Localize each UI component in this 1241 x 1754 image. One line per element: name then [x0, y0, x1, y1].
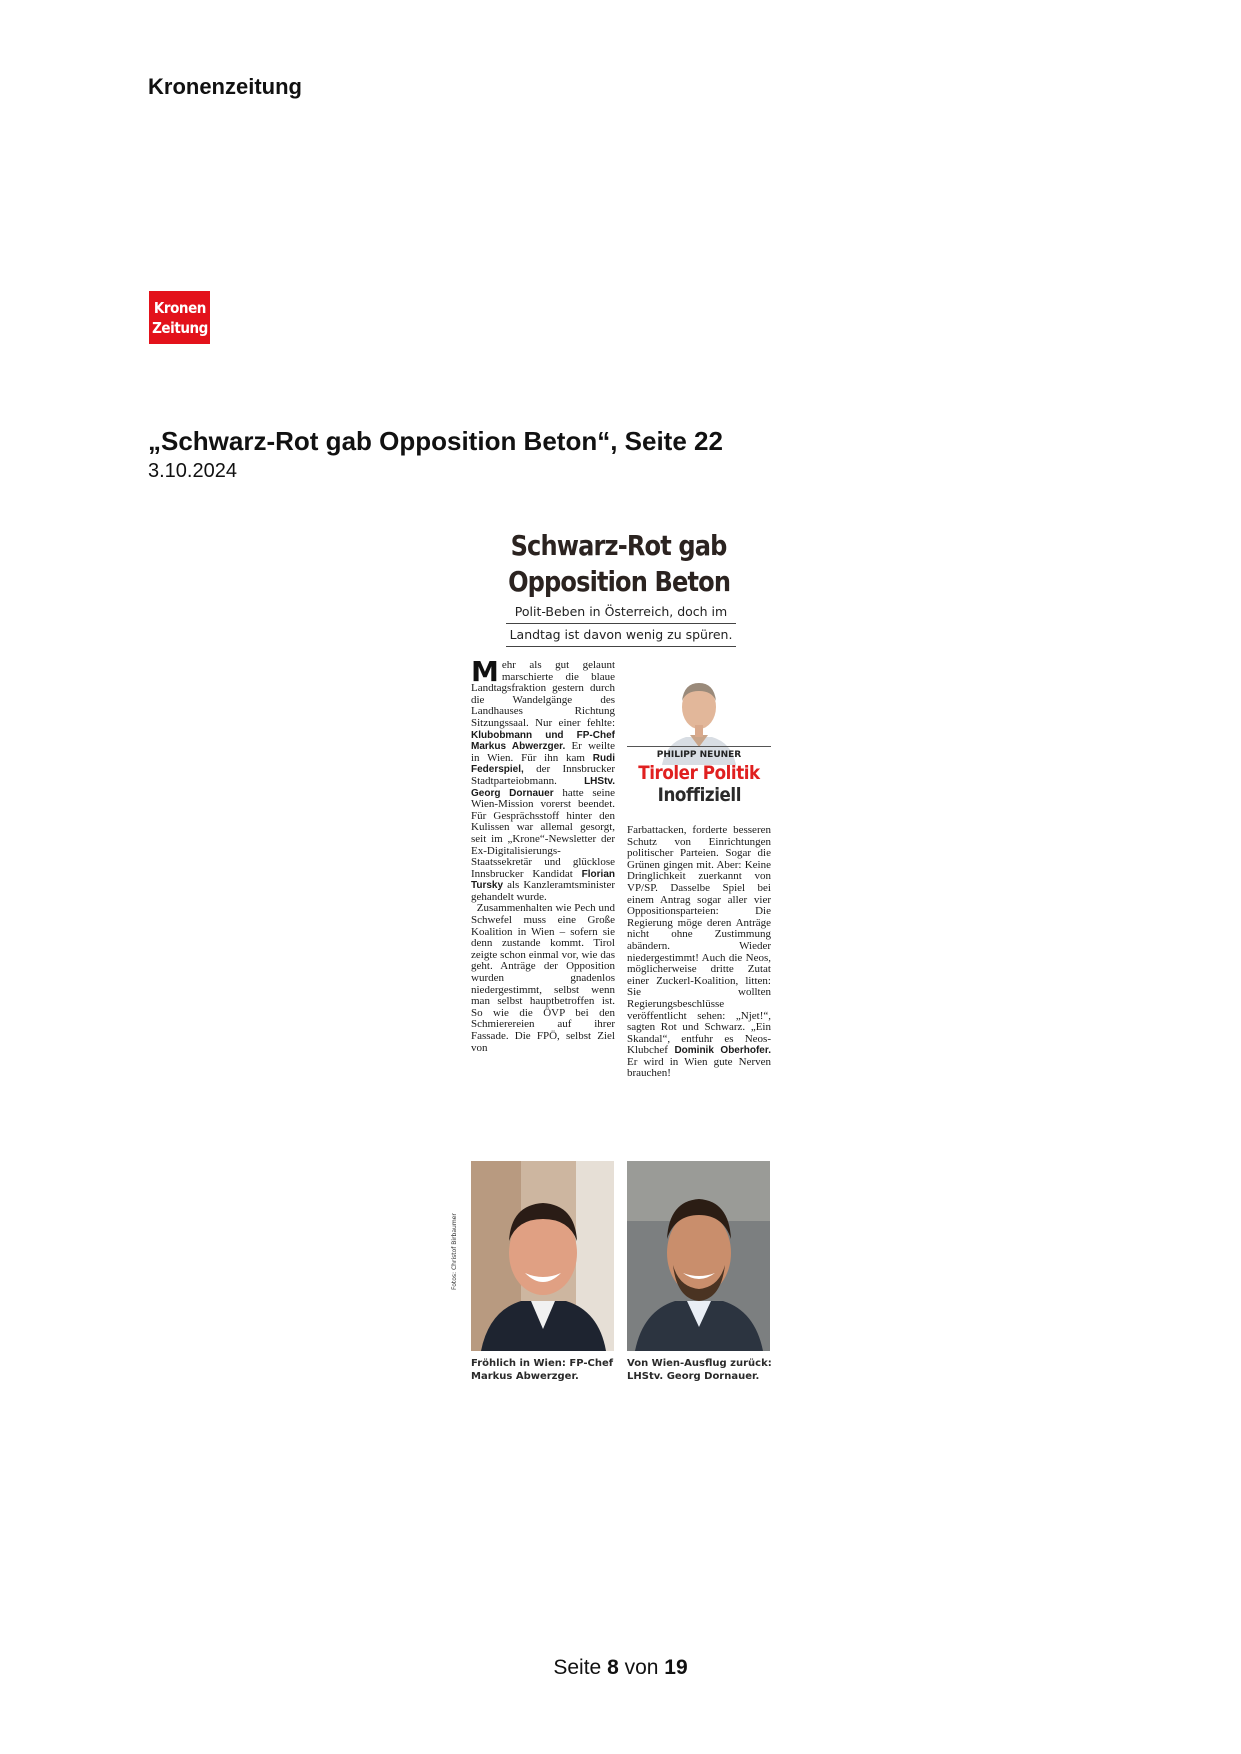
- photo-markus-abwerzger: [471, 1161, 614, 1351]
- logo-line-1: Kronen: [153, 298, 206, 317]
- document-title: „Schwarz-Rot gab Opposition Beton“, Seite 22: [148, 426, 723, 456]
- footer-page-number: 8: [607, 1656, 619, 1679]
- footer-middle: von: [618, 1656, 665, 1679]
- column-title-black: [627, 784, 771, 806]
- caption-left: Fröhlich in Wien: FP-Chef Markus Abwerzger.: [471, 1358, 614, 1382]
- page-footer: [0, 1656, 1241, 1680]
- column-title-red-text: Tiroler Politik: [638, 762, 760, 784]
- body-bold: Dominik Oberhofer.: [674, 1045, 771, 1057]
- article-column-left: [471, 655, 615, 1054]
- deck-line-1: Polit-Beben in Österreich, doch im: [506, 601, 736, 624]
- body-text: als Kanzleramtsminister gehandelt wurde.: [471, 879, 615, 903]
- caption-right: Von Wien-Ausflug zurück: LHStv. Georg Dornauer.: [627, 1358, 772, 1382]
- headline-line-2: Opposition Beton: [507, 565, 731, 598]
- body-bold: Klubobmann und FP-Chef Markus Abwerzger.: [471, 729, 615, 753]
- body-bold: Florian Tursky: [471, 868, 615, 892]
- photo-credit: Fotos: Christof Birbaumer: [451, 1213, 458, 1290]
- footer-page-total: 19: [664, 1656, 688, 1679]
- footer-prefix: Seite: [553, 1656, 608, 1679]
- article-headline: [464, 528, 774, 600]
- publication-name: Kronenzeitung: [148, 74, 302, 99]
- column-title-red: [627, 762, 771, 784]
- photo-georg-dornauer: [627, 1161, 770, 1351]
- body-text: Farbattacken, forderte besseren Schutz von Einrichtungen politischer Parteien. Sogar die Grünen gingen mit. Aber: Keine Dringlichkeit zuerkannt von VP/SP. Dasselbe Spiel bei einem Antrag sogar aller vier Oppositionsparteien: Die Regierung möge deren Anträge nicht ohne Zustimmung abändern. Wieder niedergestimmt! Auch die Neos, möglicherweise dritte Zutat einer Zuckerl-Koalition, litten: Sie wollten Regierungsbeschlüsse veröffentlicht sehen: „Njet!“, sagten Rot und Schwarz. „Ein Skandal“, entfuhr es Neos-Klubchef: [627, 824, 771, 1057]
- deck-line-2: Landtag ist davon wenig zu spüren.: [506, 624, 736, 647]
- author-divider: [627, 746, 771, 747]
- article-column-right: [627, 825, 771, 1080]
- drop-cap: M: [471, 655, 499, 688]
- document-date: 3.10.2024: [148, 460, 237, 482]
- headline-line-1: Schwarz-Rot gab: [511, 529, 727, 562]
- article-deck: [506, 601, 736, 647]
- body-text: Zusammenhalten wie Pech und Schwefel muss eine Große Koalition in Wien – sofern sie denn zustande kommt. Tirol zeigte schon einmal vor, wie das geht. Anträge der Opposition wurden gnadenlos niedergestimmt, selbst wenn man selbst hauptbetroffen ist. So wie die ÖVP bei den Schmierereien auf ihrer Fassade. Die FPÖ, selbst Ziel von: [471, 902, 615, 1054]
- newspaper-clipping: [451, 520, 774, 1390]
- body-text: der Innsbrucker Stadtparteiobmann.: [471, 763, 615, 787]
- body-text: hatte seine Wien-Mission vorerst beendet. Für Gesprächsstoff hinter den Kulissen war allemal gesorgt, seit im „Krone“-Newsletter der Ex-Digitalisierungs-Staatssekretär und glücklose Innsbrucker Kandidat: [471, 786, 615, 880]
- body-bold: Rudi Federspiel,: [471, 752, 615, 776]
- column-title-black-text: Inoffiziell: [657, 784, 741, 806]
- body-bold: LHStv. Georg Dornauer: [471, 775, 615, 799]
- author-name: PHILIPP NEUNER: [656, 750, 742, 760]
- body-text: Er weilte in Wien. Für ihn kam: [471, 740, 615, 764]
- logo-line-2: Zeitung: [151, 318, 208, 337]
- body-text: Er wird in Wien gute Nerven brauchen!: [627, 1055, 771, 1080]
- kronen-zeitung-logo: [149, 291, 210, 344]
- body-text: ehr als gut gelaunt marschierte die blaue Landtagsfraktion gestern durch die Wandelgänge des Landhauses Richtung Sitzungssaal. Nur einer fehlte:: [471, 659, 615, 729]
